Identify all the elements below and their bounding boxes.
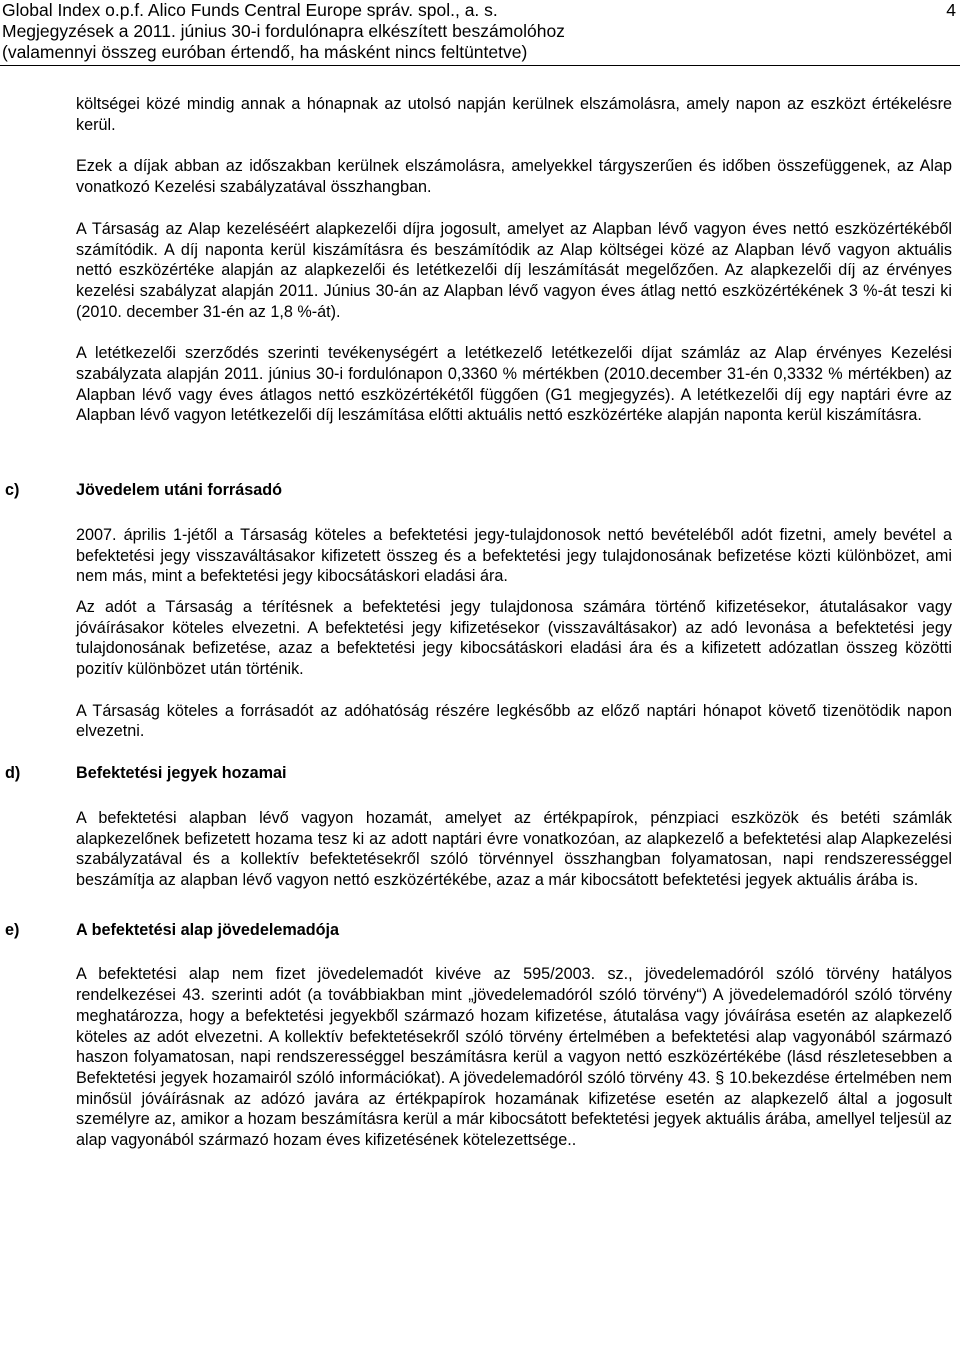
header-divider — [0, 65, 960, 66]
paragraph-management-fee: A Társaság az Alap kezeléséért alapkezelői díjra jogosult, amelyet az Alapban lévő vagyon éves nettó eszközértékéből számítódik. A díj naponta kerül kiszámításra és beszámítódik az Alap költségei közé az Alapban lévő vagyon aktuális nettó eszközértéke alapján az alapkezelői és letétkezelői díj leszámítását megelőzően. Az alapkezelői díj az érvényes kezelési szabályzat alapján 2011. Június 30-án az Alapban lévő vagyon éves átlag nettó eszközértékének 3 %-át teszi ki (2010. december 31-én az 1,8 %-át). — [76, 219, 952, 321]
section-e-heading — [5, 920, 952, 941]
section-d-letter: d) — [5, 764, 21, 783]
paragraph-withholding-tax-payment: Az adót a Társaság a térítésnek a befektetési jegy tulajdonosa számára történő kifizetésekor, átutalásakor vagy jóváírásakor köteles elvezetni. A befektetési jegy kifizetésekor (visszaváltásakor) az adó levonása a befektetési jegy tulajdonosának befizetése, azaz a befektetési jegy kibocsátáskori eladási ára és a kifizetett adózatlan összeg közötti pozitív különbözet után történik. — [76, 597, 952, 679]
section-d-heading — [5, 763, 952, 784]
paragraph-withholding-tax-deadline: A Társaság köteles a forrásadót az adóhatóság részére legkésőbb az előző naptári hónapot követő tizenötödik napon elvezetni. — [76, 701, 952, 741]
paragraph-fee-accounting: Ezek a díjak abban az időszakban kerülnek elszámolásra, amelyekkel tárgyszerűen és időben összefüggenek, az Alap vonatkozó Kezelési szabályzatával összhangban. — [76, 157, 952, 197]
section-e-title: A befektetési alap jövedelemadója — [76, 920, 339, 939]
page-header — [2, 0, 956, 63]
section-d-title: Befektetési jegyek hozamai — [76, 764, 287, 783]
paragraph-valuation-costs: költségei közé mindig annak a hónapnak az utolsó napján kerülnek elszámolásra, amely napon az eszközt értékelésre kerül. — [76, 95, 952, 134]
document-body — [5, 94, 952, 1151]
header-report-title: Megjegyzések a 2011. június 30-i fordulónapra elkészített beszámolóhoz — [2, 21, 565, 41]
paragraph-custody-fee: A letétkezelői szerződés szerinti tevékenységért a letétkezelő letétkezelői díjat számláz az Alap érvényes Kezelési szabályzata alapján 2011. június 30-i fordulónapon 0,3360 % mértékben (2010.december 31-én 0,3332 % mértékben) az Alapban lévő vagy éves átlagos nettó eszközértékétől függően (G1 megjegyzés). A letétkezelői díj egy naptári évre az Alapban lévő vagyon letétkezelői díj leszámítása előtti aktuális nettó eszközértéke alapján naponta kerül kiszámításra. — [76, 344, 952, 425]
header-company-name: Global Index o.p.f. Alico Funds Central Europe správ. spol., a. s. — [2, 0, 498, 20]
paragraph-fund-income-tax: A befektetési alap nem fizet jövedelemadót kivéve az 595/2003. sz., jövedelemadóról szóló törvény hatályos rendelkezései 43. szerinti adót (a továbbiakban mint „jövedelemadóról szóló törvény“) A jövedelemadóról szóló törvény meghatározza, hogy a befektetési jegyekből származó hozam kifizetése, átutalása vagy jóváírása esetén az alapkezelő köteles az adót elvezetni. A kollektív befektetésekről szóló törvény értelmében a befektetési alap vagyonából származó haszon folyamatosan, napi rendszerességgel beszámításra kerül a vagyon nettó eszközértékébe (lásd részletesebben a Befektetési jegyek hozamairól szóló információkat). A jövedelemadóról szóló törvény 43. § 10.bekezdése értelmében nem minősül jóváírásnak az adózó javára az értékpapírok hozamának kifizetése esetén az alapkezelő által a jogosult személyre az, amikor a hozam beszámításra kerül a már kibocsátott befektetési jegyek aktuális árába, amellyel teljesül az alap vagyonából származó hozam éves kifizetésének kötelezettsége.. — [76, 965, 952, 1150]
section-c-letter: c) — [5, 481, 20, 500]
section-c-title: Jövedelem utáni forrásadó — [76, 481, 283, 500]
header-currency-note: (valamennyi összeg euróban értendő, ha másként nincs feltüntetve) — [2, 42, 528, 62]
paragraph-withholding-tax-intro: 2007. április 1-jétől a Társaság köteles a befektetési jegy-tulajdonosok nettó bevételéből adót fizetni, amely bevétel a befektetési jegy visszaváltásakor kifizetett összeg és a befektetési jegy tulajdonosának befizetése közti különbözet, ami nem más, mint a befektetési jegy kibocsátáskori eladási ára. — [76, 525, 952, 586]
paragraph-unit-yields: A befektetési alapban lévő vagyon hozamát, amelyet az értékpapírok, pénzpiaci eszközök és betéti számlák alapkezelőnek befizetett hozama tesz ki az adott naptári évre vonatkozóan, az alapkezelő a befektetési alap Alapkezelési szabályzatával és a kollektív befektetésekről szóló törvénnyel összhangban folyamatosan, napi rendszerességgel beszámítja az alapban lévő vagyon nettó eszközértékébe, azaz a már kibocsátott befektetési jegyek aktuális árába is. — [76, 808, 952, 889]
page-number: 4 — [946, 0, 956, 20]
section-e-letter: e) — [5, 920, 20, 939]
section-c-heading — [5, 480, 952, 501]
